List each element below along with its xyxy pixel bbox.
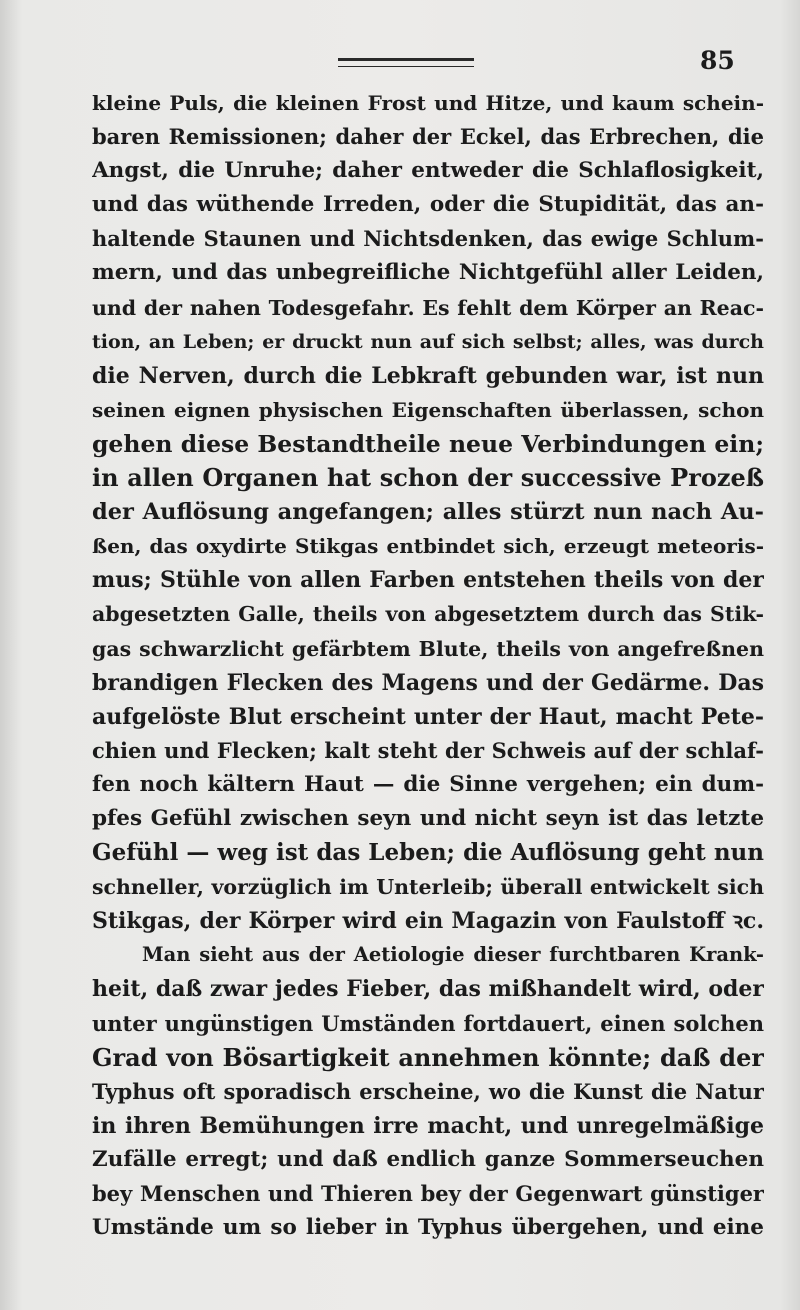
text-line: und der nahen Todesgefahr. Es fehlt dem Körper an Reac-	[92, 295, 764, 320]
body-text	[92, 86, 764, 1245]
text-line: tion, an Leben; er druckt nun auf sich selbst; alles, was durch	[92, 330, 764, 353]
text-line: mus; Stühle von allen Farben entstehen theils von der	[92, 567, 764, 594]
text-line: baren Remissionen; daher der Eckel, das Erbrechen, die	[92, 124, 764, 150]
text-line: heit, daß zwar jedes Fieber, das mißhandelt wird, oder	[92, 976, 764, 1003]
text-line: chien und Flecken; kalt steht der Schweis auf der schlaf-	[92, 737, 764, 763]
text-line: der Auflösung angefangen; alles stürzt nun nach Au-	[92, 499, 764, 526]
text-line: aufgelöste Blut erscheint unter der Haut, macht Pete-	[92, 703, 764, 730]
text-line: brandigen Flecken des Magens und der Gedärme. Das	[92, 669, 764, 696]
text-line: mern, und das unbegreifliche Nichtgefühl aller Leiden,	[92, 260, 764, 286]
text-line: in allen Organen hat schon der successive Prozeß	[92, 463, 764, 493]
text-line: Typhus oft sporadisch erscheine, wo die Kunst die Natur	[92, 1078, 764, 1104]
text-line: unter ungünstigen Umständen fortdauert, einen solchen	[92, 1010, 764, 1036]
text-line: Grad von Bösartigkeit annehmen könnte; daß der	[92, 1042, 764, 1072]
text-line: die Nerven, durch die Lebkraft gebunden war, ist nun	[92, 362, 764, 389]
text-line: abgesetzten Galle, theils von abgesetztem durch das Stik-	[92, 602, 764, 627]
text-line: Zufälle erregt; und daß endlich ganze Sommerseuchen	[92, 1146, 764, 1172]
text-line: ßen, das oxydirte Stikgas entbindet sich, erzeugt meteoris-	[92, 534, 764, 559]
paragraph-first-line: Man sieht aus der Aetiologie dieser furchtbaren Krank-	[142, 943, 764, 967]
text-line: pfes Gefühl zwischen seyn und nicht seyn ist das letzte	[92, 805, 764, 831]
page-number: 85	[700, 46, 735, 75]
text-line: kleine Puls, die kleinen Frost und Hitze, und kaum schein-	[92, 91, 764, 115]
text-line: haltende Staunen und Nichtsdenken, das ewige Schlum-	[92, 226, 764, 252]
text-line: Gefühl — weg ist das Leben; die Auflösung geht nun	[92, 839, 764, 867]
text-line: fen noch kältern Haut — die Sinne vergehen; ein dum-	[92, 771, 764, 797]
text-line: gas schwarzlicht gefärbtem Blute, theils von angefreßnen	[92, 636, 764, 661]
text-line: Stikgas, der Körper wird ein Magazin von Faulstoff ꝛc.	[92, 908, 764, 935]
text-line: Umstände um so lieber in Typhus übergehen, und eine	[92, 1215, 764, 1241]
text-line: bey Menschen und Thieren bey der Gegenwart günstiger	[92, 1181, 764, 1206]
text-line: Angst, die Unruhe; daher entweder die Schlaflosigkeit,	[92, 158, 764, 184]
text-line: in ihren Bemühungen irre macht, und unregelmäßige	[92, 1112, 764, 1139]
text-line: und das wüthende Irreden, oder die Stupidität, das an-	[92, 192, 764, 218]
text-line: seinen eignen physischen Eigenschaften überlassen, schon	[92, 397, 764, 422]
header-rule	[338, 58, 474, 67]
text-line: gehen diese Bestandtheile neue Verbindungen ein;	[92, 429, 764, 458]
text-line: schneller, vorzüglich im Unterleib; überall entwickelt sich	[92, 875, 764, 900]
